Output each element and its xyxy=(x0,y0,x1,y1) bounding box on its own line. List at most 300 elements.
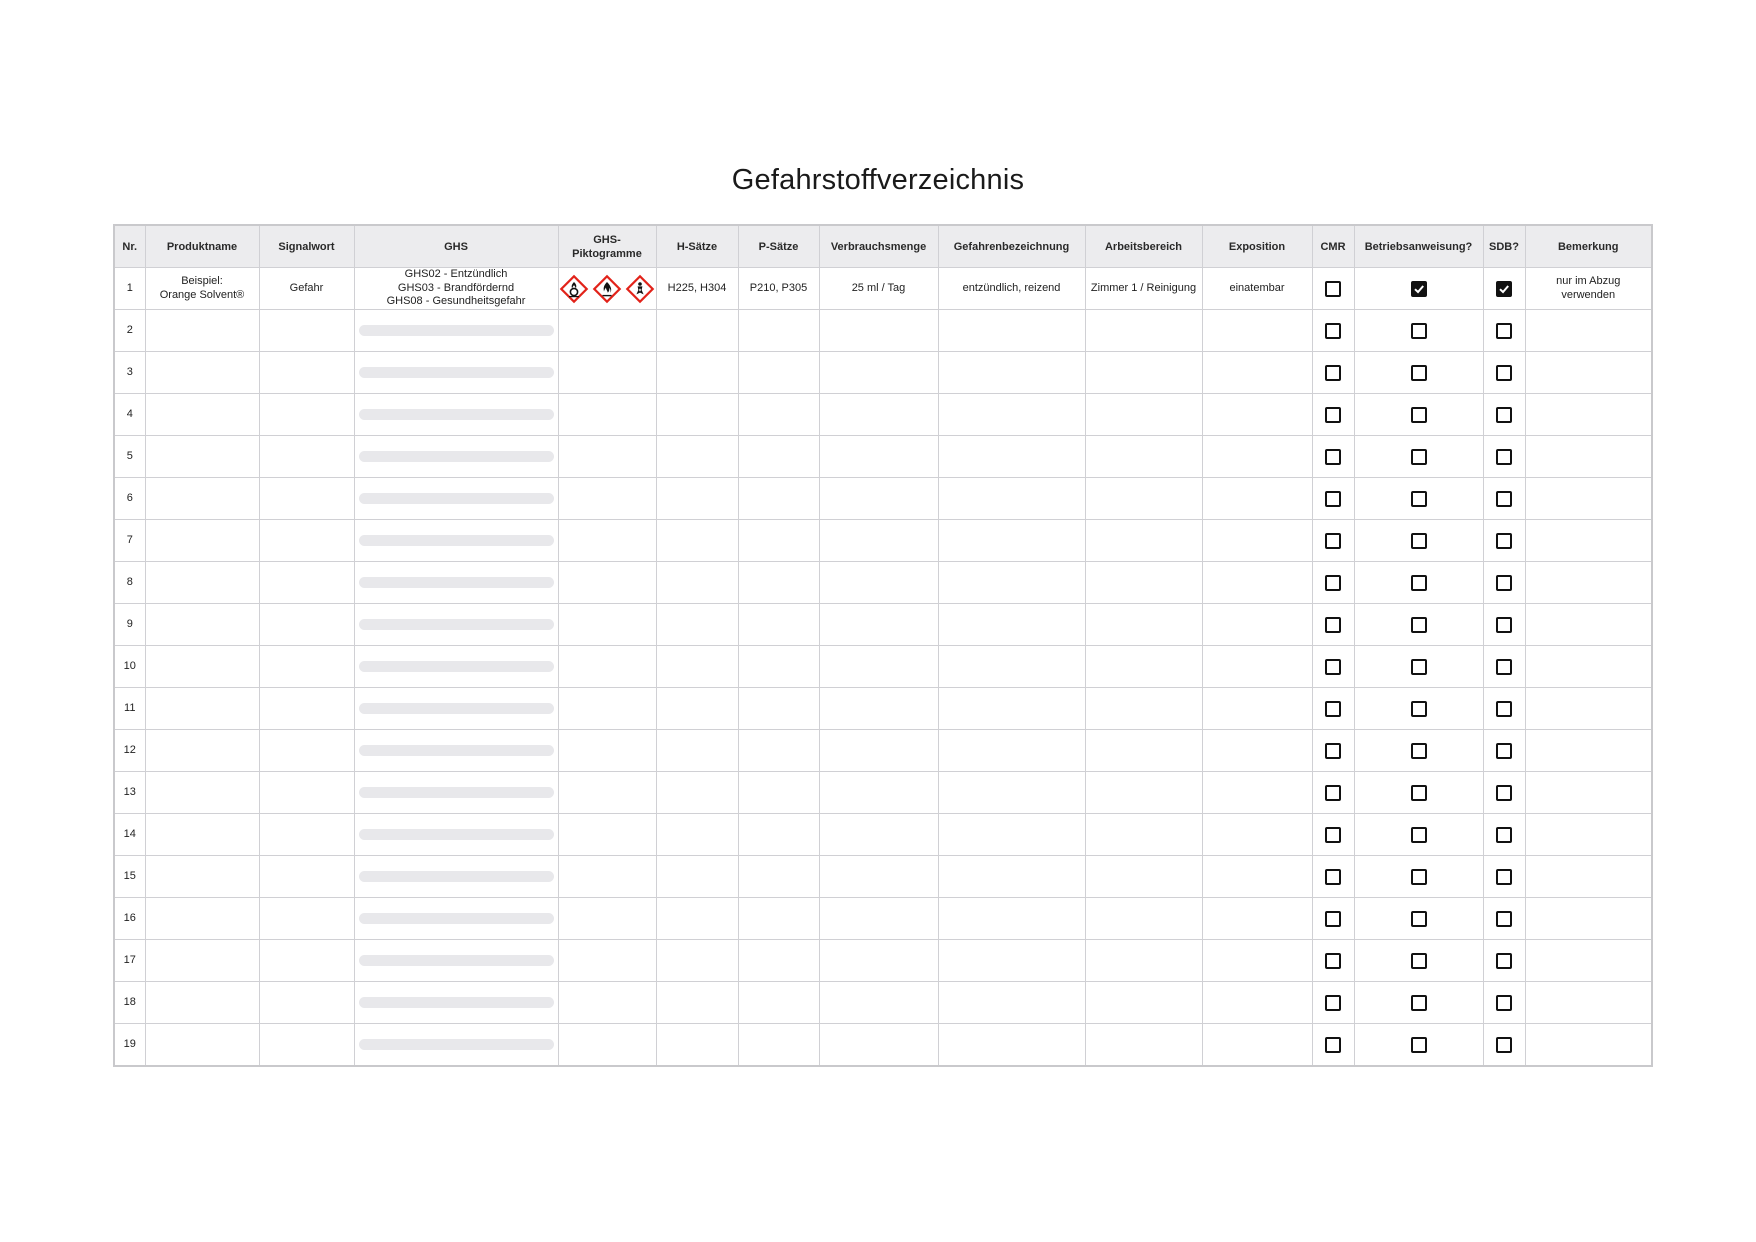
cell-ghs[interactable] xyxy=(354,1024,558,1067)
cell-arbeitsbereich[interactable] xyxy=(1085,1024,1202,1067)
cmr-checkbox[interactable] xyxy=(1325,659,1341,675)
row-number: 4 xyxy=(114,394,145,436)
betriebsanweisung-checkbox[interactable] xyxy=(1411,533,1427,549)
col-header-sdb: SDB? xyxy=(1483,225,1525,268)
cell-exposition[interactable] xyxy=(1202,478,1312,520)
cell-produktname[interactable] xyxy=(145,730,259,772)
cell-bemerkung[interactable] xyxy=(1525,898,1652,940)
betriebsanweisung-checkbox[interactable] xyxy=(1411,995,1427,1011)
cell-signalwort[interactable] xyxy=(259,436,354,478)
cell-signalwort[interactable] xyxy=(259,1024,354,1067)
cmr-checkbox[interactable] xyxy=(1325,869,1341,885)
betriebsanweisung-checkbox[interactable] xyxy=(1411,491,1427,507)
betriebsanweisung-checkbox[interactable] xyxy=(1411,785,1427,801)
cell-exposition[interactable] xyxy=(1202,772,1312,814)
cell-h-saetze[interactable] xyxy=(656,520,738,562)
cell-bemerkung[interactable] xyxy=(1525,688,1652,730)
cell-gefahrenbezeichnung[interactable] xyxy=(938,940,1085,982)
cell-bemerkung[interactable] xyxy=(1525,436,1652,478)
ghs08-health-hazard-icon xyxy=(625,274,655,304)
cell-produktname[interactable] xyxy=(145,268,259,310)
sdb-checkbox[interactable] xyxy=(1496,1037,1512,1053)
cell-bemerkung[interactable] xyxy=(1525,520,1652,562)
cell-sdb xyxy=(1483,856,1525,898)
cell-gefahrenbezeichnung[interactable] xyxy=(938,310,1085,352)
cell-sdb xyxy=(1483,394,1525,436)
cell-ghs-piktogramme[interactable] xyxy=(558,940,656,982)
cell-exposition[interactable] xyxy=(1202,814,1312,856)
cell-p-saetze[interactable] xyxy=(738,478,819,520)
cell-bemerkung[interactable] xyxy=(1525,394,1652,436)
cell-ghs[interactable] xyxy=(354,436,558,478)
cell-ghs-piktogramme[interactable] xyxy=(558,982,656,1024)
cell-h-saetze[interactable]: H225, H304 xyxy=(656,268,738,310)
cell-verbrauchsmenge[interactable] xyxy=(819,898,938,940)
col-header-ghs-piktogramme xyxy=(558,225,656,268)
cell-produktname[interactable] xyxy=(145,646,259,688)
betriebsanweisung-checkbox[interactable] xyxy=(1411,407,1427,423)
cell-produktname[interactable] xyxy=(145,772,259,814)
cmr-checkbox[interactable] xyxy=(1325,365,1341,381)
cell-ghs[interactable] xyxy=(354,604,558,646)
row-number: 12 xyxy=(114,730,145,772)
betriebsanweisung-checkbox[interactable] xyxy=(1411,827,1427,843)
cell-exposition[interactable] xyxy=(1202,310,1312,352)
cell-gefahrenbezeichnung[interactable] xyxy=(938,562,1085,604)
cell-produktname[interactable] xyxy=(145,520,259,562)
row-number: 7 xyxy=(114,520,145,562)
cell-exposition[interactable] xyxy=(1202,940,1312,982)
betriebsanweisung-checkbox[interactable] xyxy=(1411,449,1427,465)
betriebsanweisung-checkbox[interactable] xyxy=(1411,869,1427,885)
cell-ghs[interactable] xyxy=(354,898,558,940)
cell-exposition[interactable] xyxy=(1202,520,1312,562)
cmr-checkbox[interactable] xyxy=(1325,323,1341,339)
sdb-checkbox[interactable] xyxy=(1496,365,1512,381)
cell-produktname[interactable] xyxy=(145,478,259,520)
cell-h-saetze[interactable] xyxy=(656,940,738,982)
cell-ghs[interactable] xyxy=(354,730,558,772)
cell-verbrauchsmenge[interactable] xyxy=(819,814,938,856)
cell-arbeitsbereich[interactable] xyxy=(1085,436,1202,478)
cell-ghs[interactable] xyxy=(354,478,558,520)
cell-produktname[interactable] xyxy=(145,814,259,856)
cell-h-saetze[interactable] xyxy=(656,688,738,730)
cell-ghs[interactable] xyxy=(354,310,558,352)
cell-signalwort[interactable] xyxy=(259,730,354,772)
cell-arbeitsbereich[interactable] xyxy=(1085,394,1202,436)
cell-ghs[interactable] xyxy=(354,562,558,604)
cell-h-saetze[interactable] xyxy=(656,856,738,898)
cell-ghs-piktogramme[interactable] xyxy=(558,310,656,352)
cell-arbeitsbereich[interactable] xyxy=(1085,856,1202,898)
cell-gefahrenbezeichnung[interactable] xyxy=(938,814,1085,856)
cell-verbrauchsmenge[interactable] xyxy=(819,478,938,520)
cell-sdb xyxy=(1483,310,1525,352)
cell-signalwort[interactable] xyxy=(259,898,354,940)
cell-exposition[interactable] xyxy=(1202,1024,1312,1067)
cell-p-saetze[interactable] xyxy=(738,646,819,688)
cell-ghs[interactable] xyxy=(354,646,558,688)
cell-produktname[interactable] xyxy=(145,1024,259,1067)
sdb-checkbox[interactable] xyxy=(1496,407,1512,423)
cell-signalwort[interactable] xyxy=(259,478,354,520)
cell-ghs[interactable] xyxy=(354,268,558,310)
cell-verbrauchsmenge[interactable]: 25 ml / Tag xyxy=(819,268,938,310)
cell-signalwort[interactable] xyxy=(259,688,354,730)
cell-signalwort[interactable]: Gefahr xyxy=(259,268,354,310)
cell-bemerkung[interactable] xyxy=(1525,646,1652,688)
cmr-checkbox[interactable] xyxy=(1325,911,1341,927)
cell-sdb xyxy=(1483,352,1525,394)
cell-gefahrenbezeichnung[interactable] xyxy=(938,856,1085,898)
betriebsanweisung-checkbox[interactable] xyxy=(1411,743,1427,759)
cell-produktname[interactable] xyxy=(145,898,259,940)
cell-exposition[interactable] xyxy=(1202,856,1312,898)
cell-bemerkung[interactable] xyxy=(1525,772,1652,814)
cmr-checkbox[interactable] xyxy=(1325,491,1341,507)
cell-h-saetze[interactable] xyxy=(656,478,738,520)
cell-gefahrenbezeichnung[interactable] xyxy=(938,394,1085,436)
cell-exposition[interactable] xyxy=(1202,562,1312,604)
cell-h-saetze[interactable] xyxy=(656,898,738,940)
cell-verbrauchsmenge[interactable] xyxy=(819,940,938,982)
table-row xyxy=(114,562,1652,604)
cell-exposition[interactable] xyxy=(1202,394,1312,436)
cell-p-saetze[interactable] xyxy=(738,688,819,730)
cell-cmr xyxy=(1312,814,1354,856)
cell-gefahrenbezeichnung[interactable] xyxy=(938,1024,1085,1067)
sdb-checkbox[interactable] xyxy=(1496,533,1512,549)
cell-verbrauchsmenge[interactable] xyxy=(819,1024,938,1067)
cell-verbrauchsmenge[interactable] xyxy=(819,310,938,352)
cell-p-saetze[interactable] xyxy=(738,562,819,604)
cell-bemerkung[interactable] xyxy=(1525,478,1652,520)
betriebsanweisung-checkbox[interactable] xyxy=(1411,365,1427,381)
cmr-checkbox[interactable] xyxy=(1325,617,1341,633)
cell-verbrauchsmenge[interactable] xyxy=(819,352,938,394)
cell-arbeitsbereich[interactable] xyxy=(1085,688,1202,730)
cell-produktname[interactable] xyxy=(145,604,259,646)
sdb-checkbox[interactable] xyxy=(1496,869,1512,885)
cell-p-saetze[interactable] xyxy=(738,1024,819,1067)
cell-cmr xyxy=(1312,772,1354,814)
cell-ghs-piktogramme[interactable] xyxy=(558,562,656,604)
cell-h-saetze[interactable] xyxy=(656,646,738,688)
cell-signalwort[interactable] xyxy=(259,814,354,856)
cell-verbrauchsmenge[interactable] xyxy=(819,688,938,730)
cell-exposition[interactable]: einatembar xyxy=(1202,268,1312,310)
cell-gefahrenbezeichnung[interactable] xyxy=(938,688,1085,730)
cell-ghs[interactable] xyxy=(354,982,558,1024)
cell-ghs-piktogramme[interactable] xyxy=(558,604,656,646)
cell-h-saetze[interactable] xyxy=(656,1024,738,1067)
cell-exposition[interactable] xyxy=(1202,352,1312,394)
cell-gefahrenbezeichnung[interactable] xyxy=(938,982,1085,1024)
cell-produktname[interactable] xyxy=(145,940,259,982)
cell-verbrauchsmenge[interactable] xyxy=(819,646,938,688)
cell-p-saetze[interactable] xyxy=(738,982,819,1024)
cell-gefahrenbezeichnung[interactable] xyxy=(938,436,1085,478)
cell-p-saetze[interactable] xyxy=(738,604,819,646)
cell-bemerkung[interactable] xyxy=(1525,1024,1652,1067)
cell-sdb xyxy=(1483,814,1525,856)
cell-exposition[interactable] xyxy=(1202,646,1312,688)
cell-gefahrenbezeichnung[interactable] xyxy=(938,772,1085,814)
cell-signalwort[interactable] xyxy=(259,394,354,436)
cell-bemerkung[interactable] xyxy=(1525,856,1652,898)
cell-exposition[interactable] xyxy=(1202,436,1312,478)
cell-bemerkung[interactable] xyxy=(1525,604,1652,646)
cell-ghs-piktogramme[interactable] xyxy=(558,772,656,814)
cell-arbeitsbereich[interactable] xyxy=(1085,814,1202,856)
cell-arbeitsbereich[interactable] xyxy=(1085,478,1202,520)
cell-h-saetze[interactable] xyxy=(656,814,738,856)
sdb-checkbox[interactable] xyxy=(1496,659,1512,675)
cell-p-saetze[interactable]: P210, P305 xyxy=(738,268,819,310)
cell-signalwort[interactable] xyxy=(259,604,354,646)
sdb-checkbox[interactable] xyxy=(1496,743,1512,759)
sdb-checkbox[interactable] xyxy=(1496,995,1512,1011)
col-header-ghs-piktogramme-line2: Piktogramme xyxy=(572,247,642,260)
cell-arbeitsbereich[interactable]: Zimmer 1 / Reinigung xyxy=(1085,268,1202,310)
cell-bemerkung[interactable] xyxy=(1525,562,1652,604)
cell-bemerkung[interactable] xyxy=(1525,814,1652,856)
cmr-checkbox[interactable] xyxy=(1325,995,1341,1011)
cell-h-saetze[interactable] xyxy=(656,352,738,394)
betriebsanweisung-checkbox[interactable] xyxy=(1411,323,1427,339)
cell-verbrauchsmenge[interactable] xyxy=(819,562,938,604)
cell-arbeitsbereich[interactable] xyxy=(1085,310,1202,352)
cell-p-saetze[interactable] xyxy=(738,814,819,856)
cmr-checkbox[interactable] xyxy=(1325,1037,1341,1053)
cell-ghs[interactable] xyxy=(354,394,558,436)
cell-ghs-piktogramme[interactable] xyxy=(558,394,656,436)
cell-bemerkung[interactable] xyxy=(1525,940,1652,982)
cell-signalwort[interactable] xyxy=(259,982,354,1024)
cell-arbeitsbereich[interactable] xyxy=(1085,604,1202,646)
cell-signalwort[interactable] xyxy=(259,352,354,394)
cell-gefahrenbezeichnung[interactable] xyxy=(938,730,1085,772)
cell-ghs-piktogramme[interactable] xyxy=(558,730,656,772)
cell-signalwort[interactable] xyxy=(259,856,354,898)
betriebsanweisung-checkbox[interactable] xyxy=(1411,911,1427,927)
cell-sdb xyxy=(1483,940,1525,982)
cell-arbeitsbereich[interactable] xyxy=(1085,520,1202,562)
cell-bemerkung[interactable] xyxy=(1525,310,1652,352)
cell-verbrauchsmenge[interactable] xyxy=(819,436,938,478)
col-header-gefahrenbezeichnung: Gefahrenbezeichnung xyxy=(938,225,1085,268)
cell-ghs[interactable] xyxy=(354,940,558,982)
cell-p-saetze[interactable] xyxy=(738,310,819,352)
cell-ghs-piktogramme[interactable] xyxy=(558,520,656,562)
cell-arbeitsbereich[interactable] xyxy=(1085,772,1202,814)
cell-ghs-piktogramme[interactable] xyxy=(558,814,656,856)
cell-verbrauchsmenge[interactable] xyxy=(819,772,938,814)
col-header-exposition: Exposition xyxy=(1202,225,1312,268)
sdb-checkbox[interactable] xyxy=(1496,617,1512,633)
cell-signalwort[interactable] xyxy=(259,310,354,352)
cell-produktname[interactable] xyxy=(145,982,259,1024)
cell-exposition[interactable] xyxy=(1202,730,1312,772)
betriebsanweisung-checkbox[interactable] xyxy=(1411,953,1427,969)
cell-produktname[interactable] xyxy=(145,394,259,436)
cell-ghs[interactable] xyxy=(354,856,558,898)
cell-arbeitsbereich[interactable] xyxy=(1085,352,1202,394)
sdb-checkbox[interactable] xyxy=(1496,575,1512,591)
cell-ghs-piktogramme[interactable] xyxy=(558,1024,656,1067)
cell-h-saetze[interactable] xyxy=(656,562,738,604)
cell-bemerkung[interactable] xyxy=(1525,730,1652,772)
row-number: 10 xyxy=(114,646,145,688)
cmr-checkbox[interactable] xyxy=(1325,785,1341,801)
betriebsanweisung-checkbox[interactable] xyxy=(1411,281,1427,297)
cell-cmr xyxy=(1312,394,1354,436)
cell-ghs-piktogramme[interactable] xyxy=(558,268,656,310)
cell-exposition[interactable] xyxy=(1202,982,1312,1024)
cell-arbeitsbereich[interactable] xyxy=(1085,898,1202,940)
cell-p-saetze[interactable] xyxy=(738,394,819,436)
col-header-signalwort: Signalwort xyxy=(259,225,354,268)
cell-ghs[interactable] xyxy=(354,352,558,394)
cell-p-saetze[interactable] xyxy=(738,436,819,478)
betriebsanweisung-checkbox[interactable] xyxy=(1411,659,1427,675)
cmr-checkbox[interactable] xyxy=(1325,575,1341,591)
betriebsanweisung-checkbox[interactable] xyxy=(1411,617,1427,633)
cell-cmr xyxy=(1312,1024,1354,1067)
cell-arbeitsbereich[interactable] xyxy=(1085,646,1202,688)
cmr-checkbox[interactable] xyxy=(1325,407,1341,423)
cell-p-saetze[interactable] xyxy=(738,772,819,814)
cell-produktname[interactable] xyxy=(145,310,259,352)
cell-p-saetze[interactable] xyxy=(738,898,819,940)
cell-ghs-piktogramme[interactable] xyxy=(558,856,656,898)
cell-h-saetze[interactable] xyxy=(656,982,738,1024)
cell-arbeitsbereich[interactable] xyxy=(1085,730,1202,772)
cell-arbeitsbereich[interactable] xyxy=(1085,562,1202,604)
cell-ghs-piktogramme[interactable] xyxy=(558,478,656,520)
cell-h-saetze[interactable] xyxy=(656,772,738,814)
betriebsanweisung-checkbox[interactable] xyxy=(1411,575,1427,591)
cell-signalwort[interactable] xyxy=(259,646,354,688)
ghs-placeholder-bar xyxy=(359,913,554,924)
cell-ghs-piktogramme[interactable] xyxy=(558,352,656,394)
cell-gefahrenbezeichnung[interactable] xyxy=(938,604,1085,646)
cell-cmr xyxy=(1312,688,1354,730)
cell-produktname[interactable] xyxy=(145,436,259,478)
cell-verbrauchsmenge[interactable] xyxy=(819,856,938,898)
cell-arbeitsbereich[interactable] xyxy=(1085,982,1202,1024)
cell-gefahrenbezeichnung[interactable] xyxy=(938,898,1085,940)
sdb-checkbox[interactable] xyxy=(1496,827,1512,843)
cell-produktname[interactable] xyxy=(145,352,259,394)
cell-h-saetze[interactable] xyxy=(656,436,738,478)
cell-exposition[interactable] xyxy=(1202,688,1312,730)
cell-bemerkung[interactable] xyxy=(1525,982,1652,1024)
cell-ghs-piktogramme[interactable] xyxy=(558,646,656,688)
cell-exposition[interactable] xyxy=(1202,898,1312,940)
sdb-checkbox[interactable] xyxy=(1496,449,1512,465)
cell-ghs[interactable] xyxy=(354,772,558,814)
cell-verbrauchsmenge[interactable] xyxy=(819,604,938,646)
cell-h-saetze[interactable] xyxy=(656,604,738,646)
row-number: 14 xyxy=(114,814,145,856)
row-number: 2 xyxy=(114,310,145,352)
cell-ghs-piktogramme[interactable] xyxy=(558,436,656,478)
cell-cmr xyxy=(1312,436,1354,478)
sdb-checkbox[interactable] xyxy=(1496,953,1512,969)
cmr-checkbox[interactable] xyxy=(1325,701,1341,717)
col-header-cmr: CMR xyxy=(1312,225,1354,268)
sdb-checkbox[interactable] xyxy=(1496,785,1512,801)
cell-exposition[interactable] xyxy=(1202,604,1312,646)
cmr-checkbox[interactable] xyxy=(1325,449,1341,465)
sdb-checkbox[interactable] xyxy=(1496,281,1512,297)
table-row xyxy=(114,604,1652,646)
cell-ghs-piktogramme[interactable] xyxy=(558,688,656,730)
cell-verbrauchsmenge[interactable] xyxy=(819,520,938,562)
cell-ghs[interactable] xyxy=(354,520,558,562)
col-header-h-saetze: H-Sätze xyxy=(656,225,738,268)
cell-p-saetze[interactable] xyxy=(738,520,819,562)
cell-produktname[interactable] xyxy=(145,562,259,604)
cell-signalwort[interactable] xyxy=(259,562,354,604)
cell-produktname[interactable] xyxy=(145,856,259,898)
cmr-checkbox[interactable] xyxy=(1325,953,1341,969)
cell-h-saetze[interactable] xyxy=(656,394,738,436)
betriebsanweisung-checkbox[interactable] xyxy=(1411,701,1427,717)
cell-gefahrenbezeichnung[interactable] xyxy=(938,520,1085,562)
cmr-checkbox[interactable] xyxy=(1325,533,1341,549)
cmr-checkbox[interactable] xyxy=(1325,743,1341,759)
cell-signalwort[interactable] xyxy=(259,772,354,814)
cell-gefahrenbezeichnung[interactable]: entzündlich, reizend xyxy=(938,268,1085,310)
cell-ghs[interactable] xyxy=(354,688,558,730)
cell-verbrauchsmenge[interactable] xyxy=(819,394,938,436)
cell-ghs-piktogramme[interactable] xyxy=(558,898,656,940)
sdb-checkbox[interactable] xyxy=(1496,701,1512,717)
cell-h-saetze[interactable] xyxy=(656,310,738,352)
cell-gefahrenbezeichnung[interactable] xyxy=(938,646,1085,688)
sdb-checkbox[interactable] xyxy=(1496,491,1512,507)
cell-signalwort[interactable] xyxy=(259,520,354,562)
cell-bemerkung[interactable] xyxy=(1525,352,1652,394)
cell-gefahrenbezeichnung[interactable] xyxy=(938,478,1085,520)
cell-p-saetze[interactable] xyxy=(738,856,819,898)
cell-sdb xyxy=(1483,478,1525,520)
cell-betriebsanweisung xyxy=(1354,982,1483,1024)
cmr-checkbox[interactable] xyxy=(1325,827,1341,843)
cell-gefahrenbezeichnung[interactable] xyxy=(938,352,1085,394)
cell-ghs[interactable] xyxy=(354,814,558,856)
cell-verbrauchsmenge[interactable] xyxy=(819,982,938,1024)
cell-arbeitsbereich[interactable] xyxy=(1085,940,1202,982)
cell-bemerkung[interactable] xyxy=(1525,268,1652,310)
cell-verbrauchsmenge[interactable] xyxy=(819,730,938,772)
cell-p-saetze[interactable] xyxy=(738,352,819,394)
cell-p-saetze[interactable] xyxy=(738,730,819,772)
sdb-checkbox[interactable] xyxy=(1496,323,1512,339)
cell-produktname[interactable] xyxy=(145,688,259,730)
produktname-line1: Beispiel: xyxy=(181,275,223,287)
betriebsanweisung-checkbox[interactable] xyxy=(1411,1037,1427,1053)
sdb-checkbox[interactable] xyxy=(1496,911,1512,927)
cell-h-saetze[interactable] xyxy=(656,730,738,772)
hazardous-substance-table xyxy=(113,224,1653,1067)
cell-signalwort[interactable] xyxy=(259,940,354,982)
cell-p-saetze[interactable] xyxy=(738,940,819,982)
cmr-checkbox[interactable] xyxy=(1325,281,1341,297)
